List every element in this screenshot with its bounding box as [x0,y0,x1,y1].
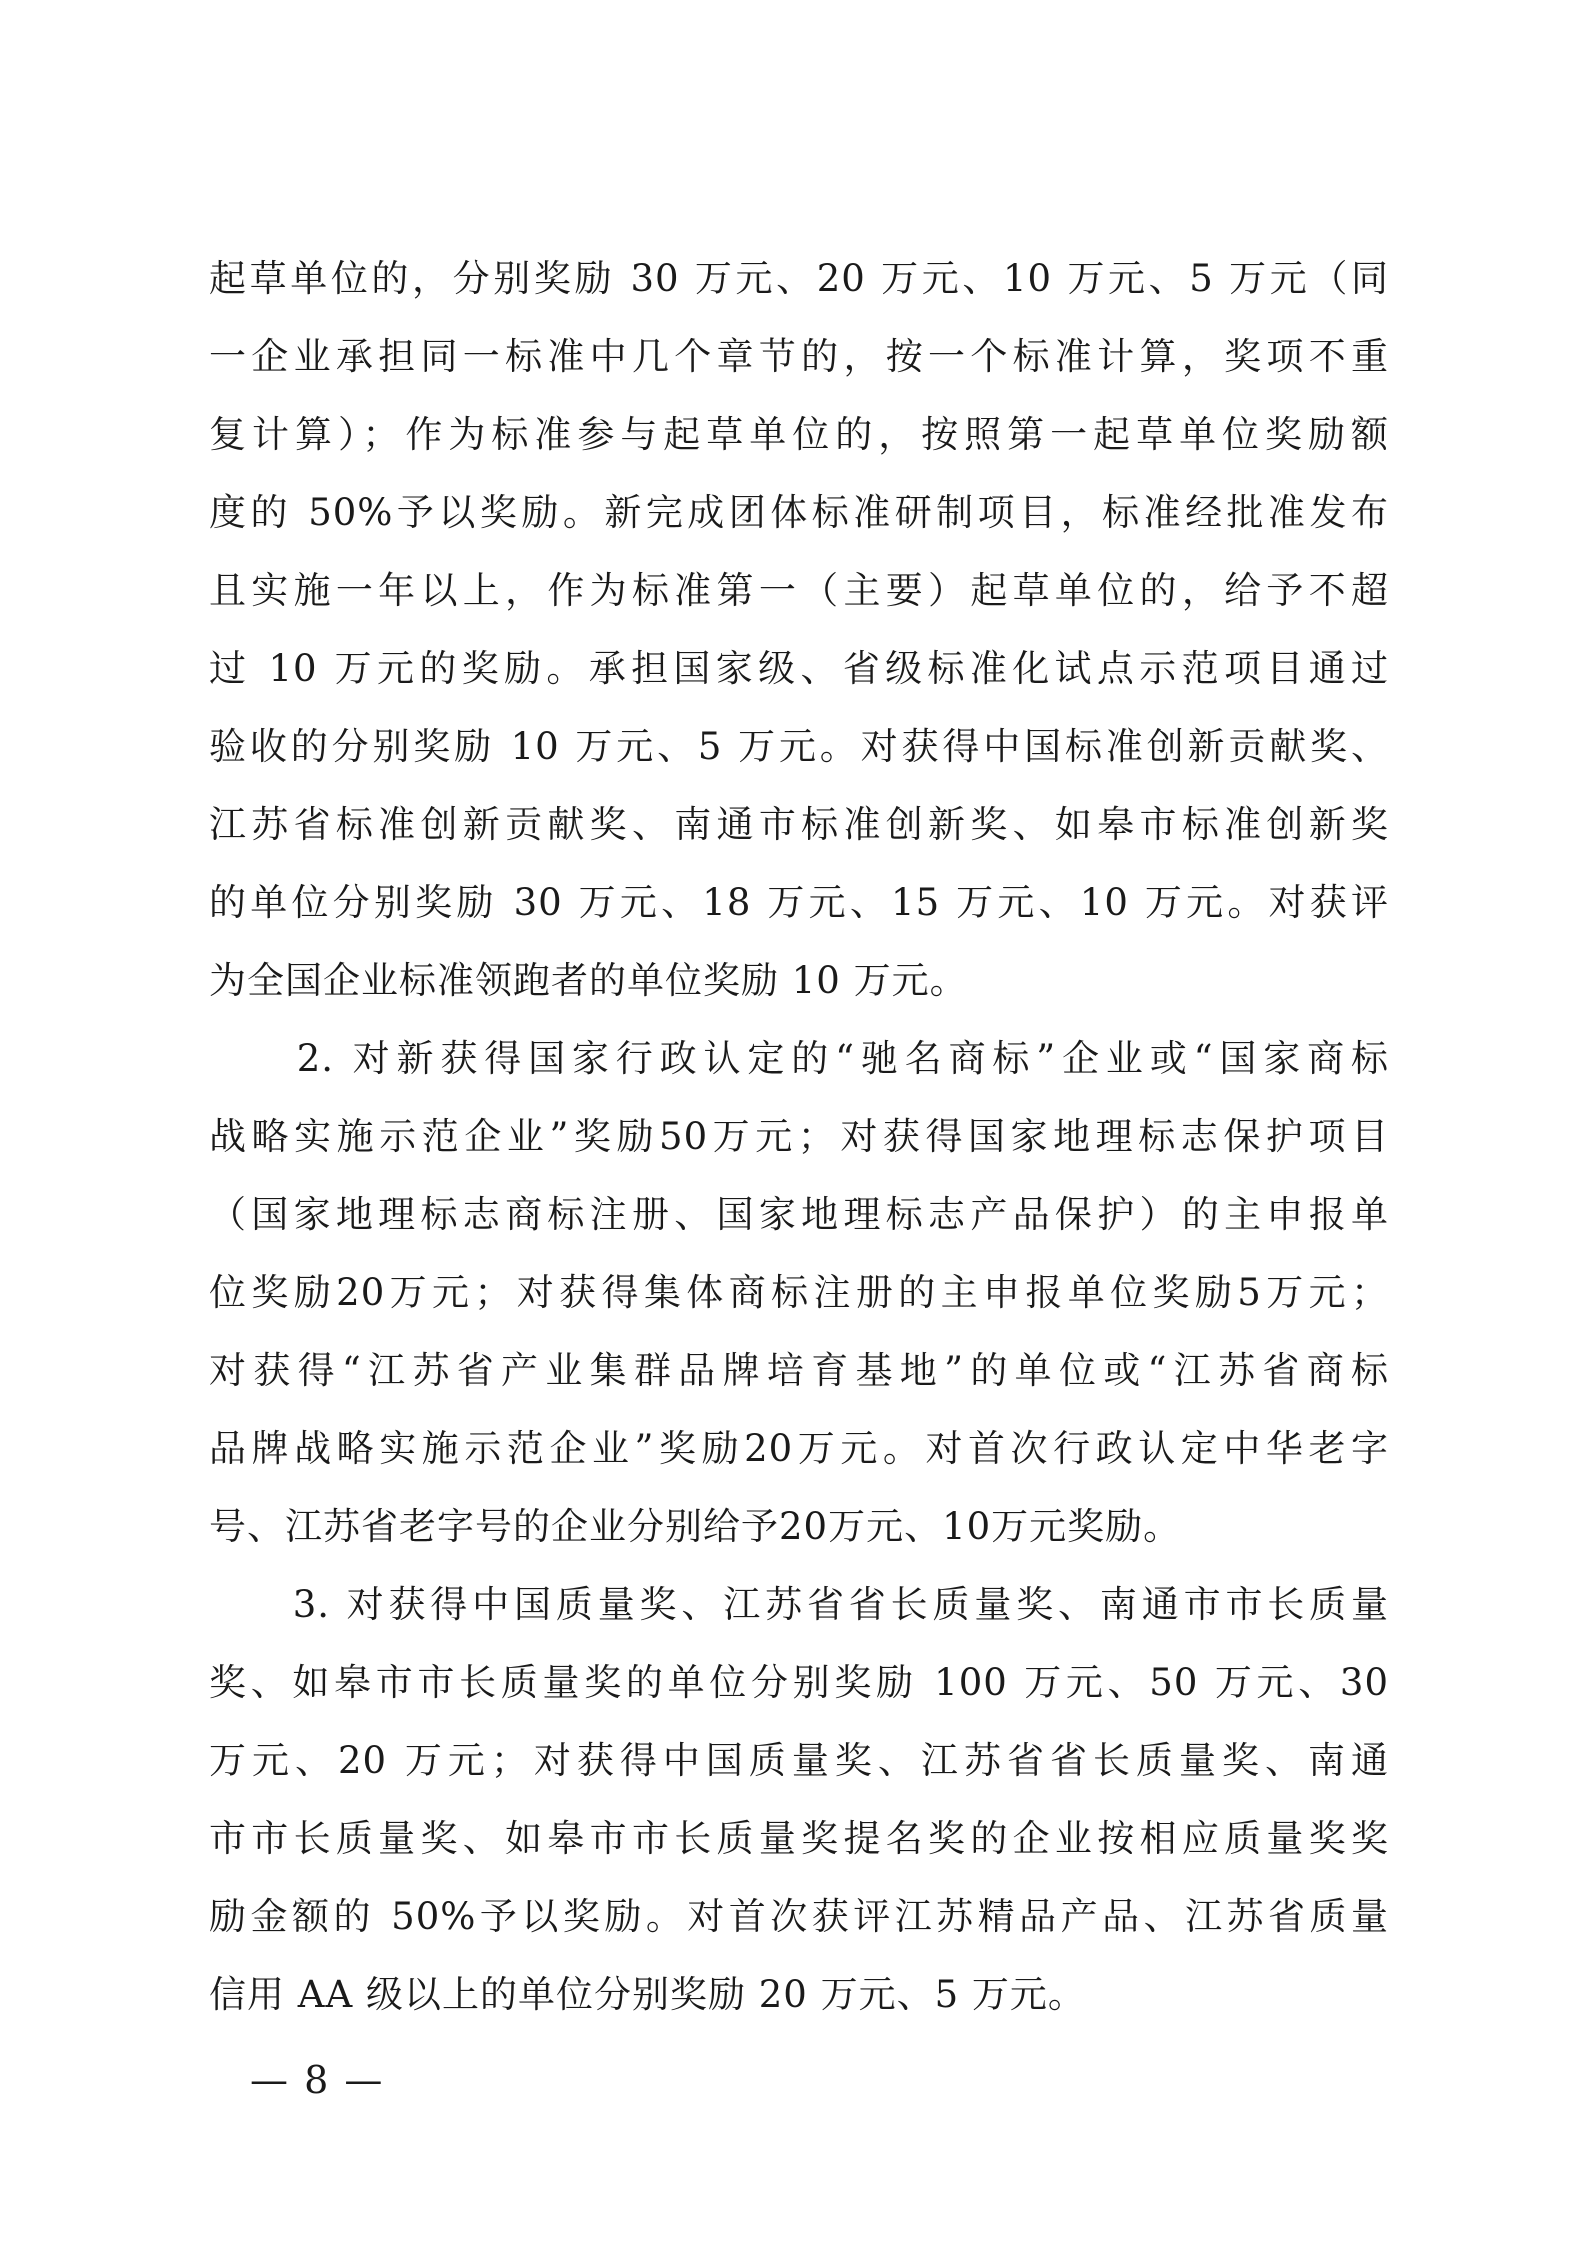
text-line: 奖、如皋市市长质量奖的单位分别奖励 100 万元、50 万元、30 [209,1661,1389,1704]
text-line: 为全国企业标准领跑者的单位奖励 10 万元。 [209,959,968,1002]
text-line: 一企业承担同一标准中几个章节的，按一个标准计算，奖项不重 [209,335,1389,378]
paragraph-trademark-rewards [209,1020,1389,1566]
body-text [209,240,1389,2034]
text-line: 且实施一年以上，作为标准第一（主要）起草单位的，给予不超 [209,569,1389,612]
text-line: 品牌战略实施示范企业”奖励20万元。对首次行政认定中华老字 [209,1427,1389,1470]
text-line: 江苏省标准创新贡献奖、南通市标准创新奖、如皋市标准创新奖 [209,803,1389,846]
text-line: 市市长质量奖、如皋市市长质量奖提名奖的企业按相应质量奖奖 [209,1817,1389,1860]
text-line: 度的 50%予以奖励。新完成团体标准研制项目，标准经批准发布 [209,491,1389,534]
text-line: 验收的分别奖励 10 万元、5 万元。对获得中国标准创新贡献奖、 [209,725,1389,768]
text-line: （国家地理标志商标注册、国家地理标志产品保护）的主申报单 [209,1193,1389,1236]
text-line: 万元、20 万元；对获得中国质量奖、江苏省省长质量奖、南通 [209,1739,1389,1782]
text-line: 的单位分别奖励 30 万元、18 万元、15 万元、10 万元。对获评 [209,881,1389,924]
text-line: 2. 对新获得国家行政认定的“驰名商标”企业或“国家商标 [209,1037,1389,1080]
text-line: 起草单位的，分别奖励 30 万元、20 万元、10 万元、5 万元（同 [209,257,1389,300]
text-line: 过 10 万元的奖励。承担国家级、省级标准化试点示范项目通过 [209,647,1389,690]
text-line: 号、江苏省老字号的企业分别给予20万元、10万元奖励。 [209,1505,1182,1548]
paragraph-standards-rewards [209,240,1389,1020]
text-line: 3. 对获得中国质量奖、江苏省省长质量奖、南通市市长质量 [209,1583,1389,1626]
text-line: 对获得“江苏省产业集群品牌培育基地”的单位或“江苏省商标 [209,1349,1389,1392]
text-line: 战略实施示范企业”奖励50万元；对获得国家地理标志保护项目 [209,1115,1389,1158]
page-number: — 8 — [250,2058,385,2102]
paragraph-quality-award-rewards [209,1566,1389,2034]
text-line: 励金额的 50%予以奖励。对首次获评江苏精品产品、江苏省质量 [209,1895,1389,1938]
text-line: 信用 AA 级以上的单位分别奖励 20 万元、5 万元。 [209,1973,1086,2016]
text-line: 复计算）；作为标准参与起草单位的，按照第一起草单位奖励额 [209,413,1389,456]
text-line: 位奖励20万元；对获得集体商标注册的主申报单位奖励5万元； [209,1271,1389,1314]
